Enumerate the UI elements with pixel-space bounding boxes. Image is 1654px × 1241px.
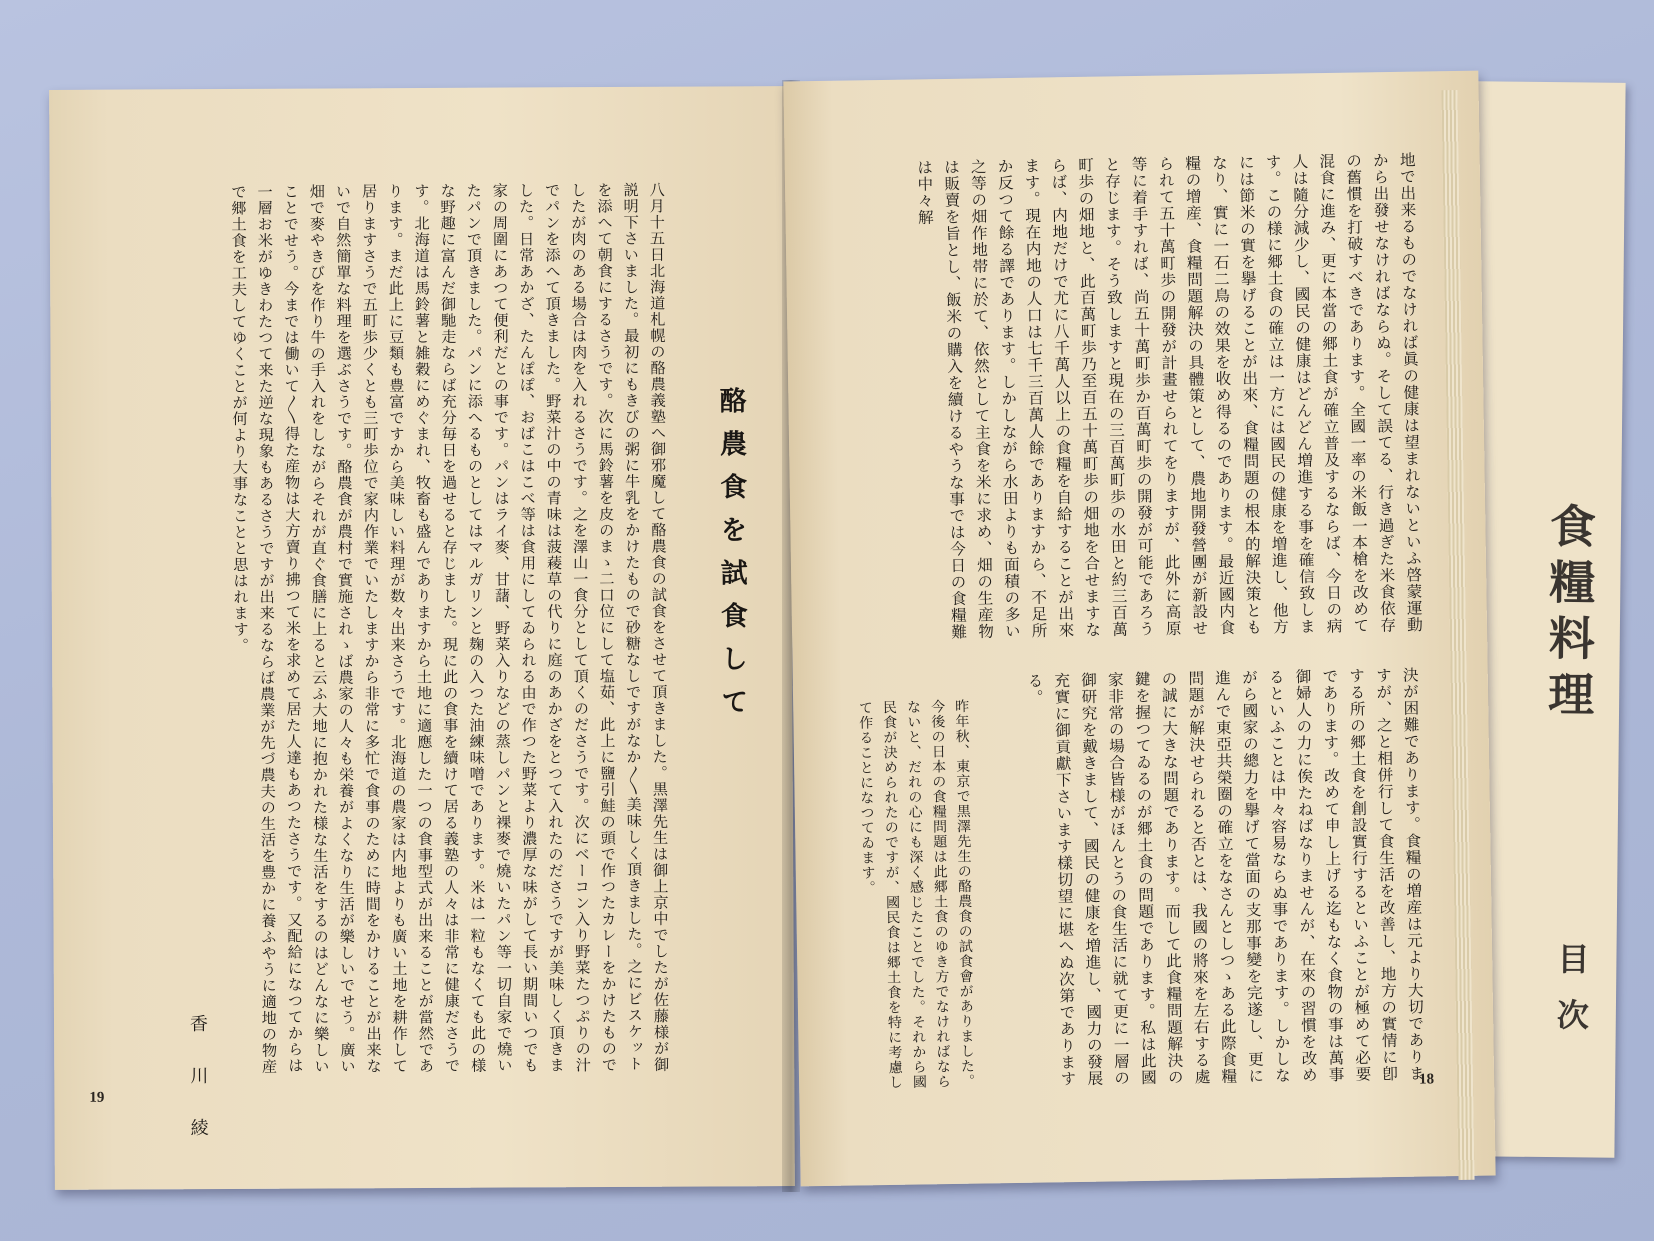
right-page [783, 71, 1495, 1187]
right-page-upper-text: 地で出来るものでなければ眞の健康は望まれないといふ啓蒙運動から出發せなければならぬ。そして誤てる、行き過ぎた米食依存の舊慣を打破すべきであります。全國一率の米飯一本槍を改めて混食に進み、更に本當の郷土食が確立普及するならば、今日の病人は隨分減少し、國民の健康はどんどん増進する事を確信致します。この様に郷土食の確立は一方には國民の健康を増進し、他方には節米の實を擧げることが出來、食糧問題の根本的解決策ともなり、實に一石二鳥の效果を收め得るのであります。最近國内食糧の增産、食糧問題解決の具體策として、農地開發營團が新設せられて五十萬町歩の開發が計畫せられてをりますが、此外に高原等に着手すれば、尚五十萬町歩か百萬町歩の開發が可能であろうと存じます。そう致しますと現在の三百萬町歩の水田と約三百萬町歩の畑地と、此百萬町歩乃至百五十萬町歩の畑地を合せますならば、内地だけで尤に八千萬人以上の食糧を自給することが出來ます。現在内地の人口は七千三百萬人餘でありますから、不足所か反つて餘る譯であります。しかしながら水田よりも面積の多い之等の畑作地帯に於て、依然として主食を米に求め、畑の生産物は販賣を旨とし、飯米の購入を續けるやうな事では今日の食糧難は中々解 [914, 151, 1424, 641]
article-title: 酪農食を試食して [714, 386, 748, 731]
back-cover-title: 食糧料理 [1540, 501, 1598, 727]
back-cover-subtitle: 目次 [1551, 942, 1591, 1055]
page-number-left: 19 [89, 1089, 105, 1106]
article-author: 香川綾 [186, 1014, 209, 1171]
right-page-note-text: 昨年秋、東京で黒澤先生の酪農食の試食會がありました。今後の日本の食糧問題は此郷土食のゆき方でなければならないと、だれの心にも深く感じたことでした。それから國民食が決められたのですが、國民食は郷土食を特に考慮して作ることになつてゐます。 [856, 698, 976, 1091]
page-number-right: 18 [1418, 1071, 1435, 1088]
left-page-body-text: 八月十五日北海道札幌の酪農義塾へ御邪魔して酪農食の試食をさせて頂きました。黒澤先生は御上京中でしたが佐藤様が御説明下さいました。最初にもきびの粥に牛乳をかけたもので砂糖なしですがなか〳〵美味しく頂きました。之にビスケットを添へて朝食にするさうです。次に馬鈴薯を皮のまゝ二口位にして塩茹、此上に鹽引鮭の頭で作つたカレーをかけたものでしたが肉のある場合は肉を入れるさうです。之を澤山一食分として頂くのださうです。次にベーコン入り野菜たつぷりの汁でパンを添へて頂きました。野菜汁の中の青味は菠薐草の代りに庭のあかざをとつて入れたのださうですが美味しく頂きました。日常あかざ、たんぽぽ、おばこはこべ等は食用にしてゐられる由で作つた野菜より濃厚な味がして長い期間いつでも家の周圍にあつて便利だとの事です。パンはライ麥、甘藷、野菜入りなどの蒸しパンと裸麥で燒いたパン等一切自家で燒いたパンで頂きました。パンに添へるものとしてはマルガリンと麹の入つた油練味噌であります。米は一粒もなくても此の様な野趣に富んだ御馳走ならば充分毎日を過せると存じました。現に此の食事を續けて居る義塾の人々は非常に健康ださうです。北海道は馬鈴薯と雑穀にめぐまれ、牧畜も盛んでありますから土地に適應した一つの食事型式が出来ることが當然であります。まだ此上に豆類も豊富ですから美味しい料理が数々出来さうです。北海道の農家は内地よりも廣い土地を耕作して居りますさうで五町歩少くとも三町歩位で家内作業でいたしますから非常に多忙で食事のために時間をかけることが出来ないで自然簡單な料理を選ぶさうです。酪農食が農村で實施されゝば農家の人々も栄養がよくなり生活が樂しいでせう。廣い畑で麥やきびを作り牛の手入れをしながらそれが直ぐ食膳に上ると云ふ大地に抱かれた様な生活をするのはどんなに樂しいことでせう。今までは働いて〳〵得た産物は大方賣り拂つて米を求めて居た人達もあつたさうです。又配給になつてからは一層お米がゆきわたつて来た逆な現象もあるさうですが出来るならば農業が先づ農夫の生活を豊かに養ふやうに適地の物産で郷土食を工夫してゆくことが何より大事なことと思はれます。 [229, 181, 671, 1075]
left-page [49, 86, 795, 1190]
right-page-lower-text: 決が困難であります。食糧の増産は元より大切でありますが、之と相併行して食生活を改善し、地方の實情に卽する所の郷土食を創設實行するといふことが極めて必要であります。改めて申し上げる迄もなく食物の事は萬事御婦人の力に俟たねばなりませんが、在來の習慣を改めるといふことは中々容易ならぬ事であります。しかしながら國家の總力を擧げて當面の支那事變を完遂し、更に進んで東亞共榮圈の確立をなさんとしつゝある此際食糧問題が解決せられると否とは、我國の將來を左右する處の誠に大きな問題であります。而して此食糧問題解決の鍵を握つてゐるのが郷土食の問題であります。私は此國家非常の場合皆様がほんとうの食生活に就て更に一層の御研究を戴きまして、國民の健康を増進し、國力の發展充實に御貢獻下さいます樣切望に堪へぬ次第でありまする。 [1025, 666, 1426, 1088]
